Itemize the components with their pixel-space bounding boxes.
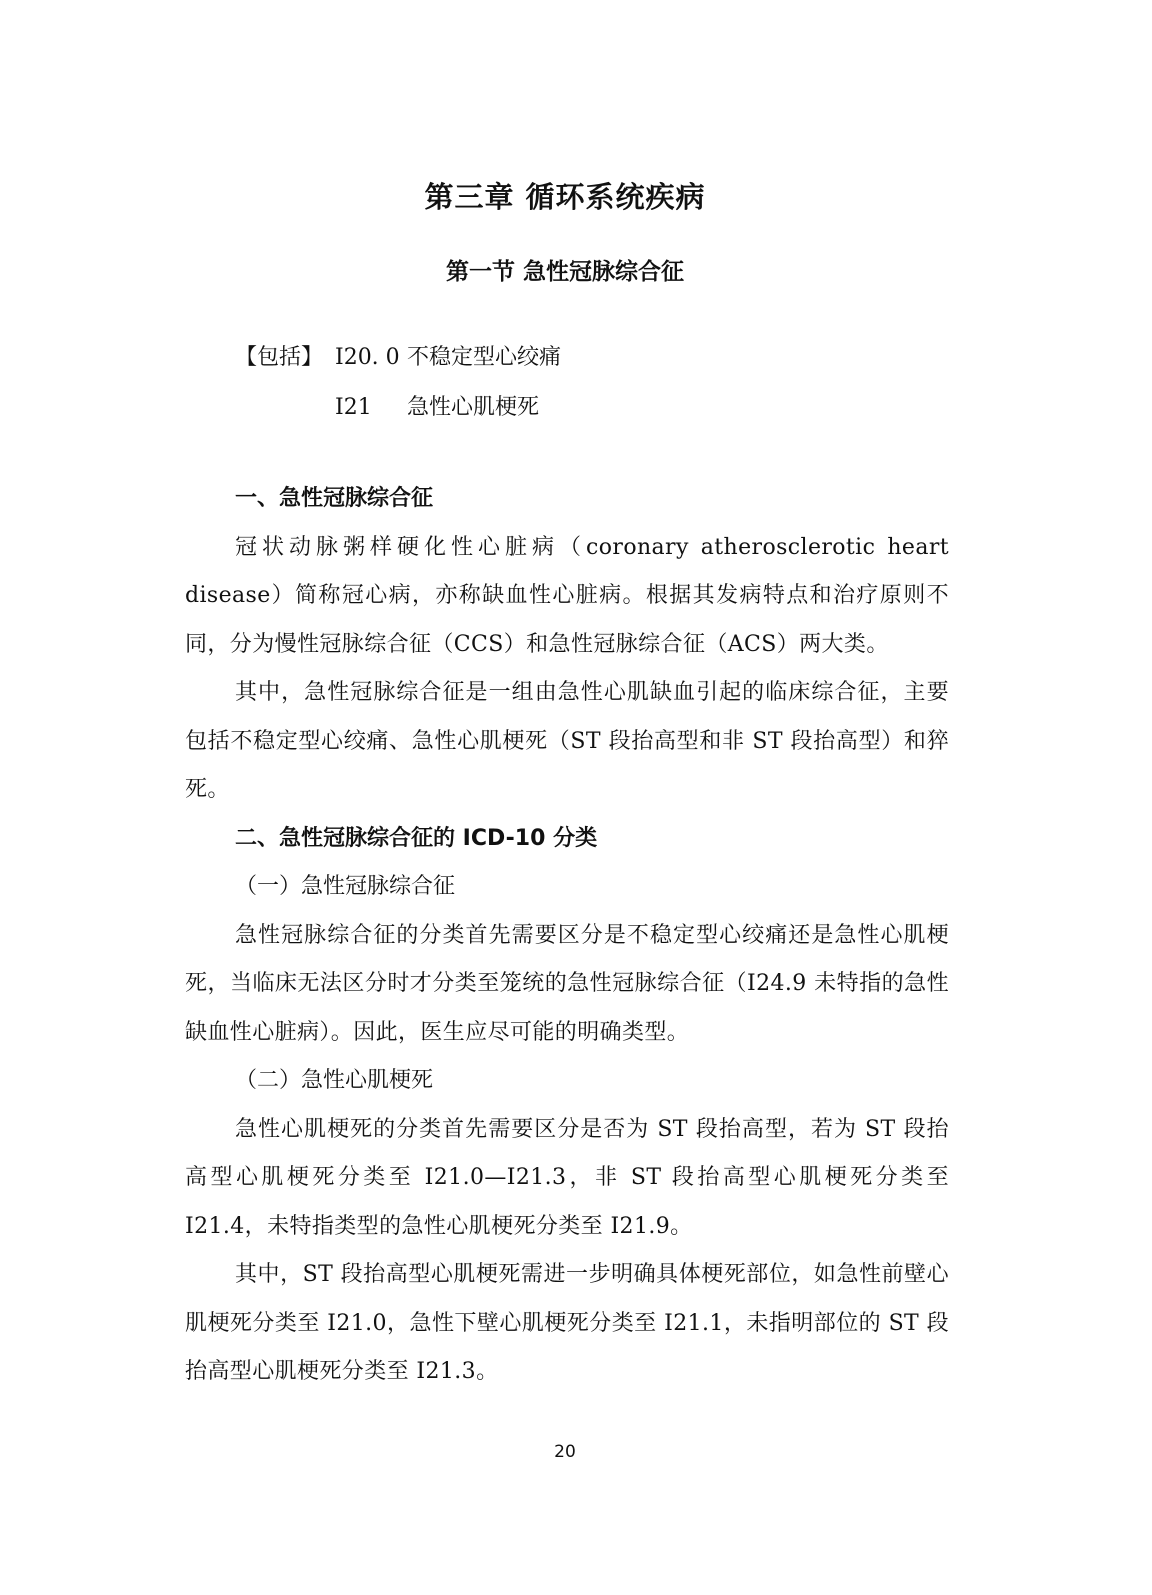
subheading-acs: （一）急性冠脉综合征 — [235, 874, 456, 899]
include-row — [235, 333, 935, 383]
includes-label: 【包括】 — [235, 345, 324, 370]
paragraph-ami-classification: 急性心肌梗死的分类首先需要区分是否为 ST 段抬高型，若为 ST 段抬高型心肌梗死分类至 I21.0—I21.3，非 ST 段抬高型心肌梗死分类至 I21.4，未特指类型的急性心肌梗死分类至 I21.9。 — [185, 1116, 949, 1239]
chapter-title: 第三章 循环系统疾病 — [424, 180, 706, 214]
paragraph-acs-classification: 急性冠脉综合征的分类首先需要区分是不稳定型心绞痛还是急性心肌梗死，当临床无法区分时才分类至笼统的急性冠脉综合征（I24.9 未特指的急性缺血性心脏病）。因此，医生应尽可能的明确类型。 — [185, 922, 949, 1045]
paragraph-acs-scope: 其中，急性冠脉综合征是一组由急性心肌缺血引起的临床综合征，主要包括不稳定型心绞痛、急性心肌梗死（ST 段抬高型和非 ST 段抬高型）和猝死。 — [185, 680, 949, 802]
includes-label-spacer — [235, 383, 335, 433]
include-code: I20. 0 — [335, 345, 400, 370]
heading-icd10-classification: 二、急性冠脉综合征的 ICD-10 分类 — [235, 825, 598, 851]
include-row — [235, 383, 935, 433]
includes-block — [235, 333, 935, 433]
page-number: 20 — [554, 1442, 576, 1462]
section-title: 第一节 急性冠脉综合征 — [445, 259, 684, 285]
include-desc: 不稳定型心绞痛 — [407, 345, 562, 370]
paragraph-stemi-location: 其中，ST 段抬高型心肌梗死需进一步明确具体梗死部位，如急性前壁心肌梗死分类至 I21.0，急性下壁心肌梗死分类至 I21.1，未指明部位的 ST 段抬高型心肌梗死分类至 I21.3。 — [185, 1262, 949, 1384]
subheading-ami: （二）急性心肌梗死 — [235, 1068, 434, 1093]
heading-acs: 一、急性冠脉综合征 — [235, 486, 434, 511]
paragraph-definition: 冠状动脉粥样硬化性心脏病（coronary atherosclerotic heart disease）简称冠心病，亦称缺血性心脏病。根据其发病特点和治疗原则不同，分为慢性冠脉综合征（CCS）和急性冠脉综合征（ACS）两大类。 — [185, 534, 949, 657]
include-desc: 急性心肌梗死 — [407, 395, 540, 420]
body-text — [185, 475, 949, 1397]
include-code: I21 — [335, 395, 372, 420]
